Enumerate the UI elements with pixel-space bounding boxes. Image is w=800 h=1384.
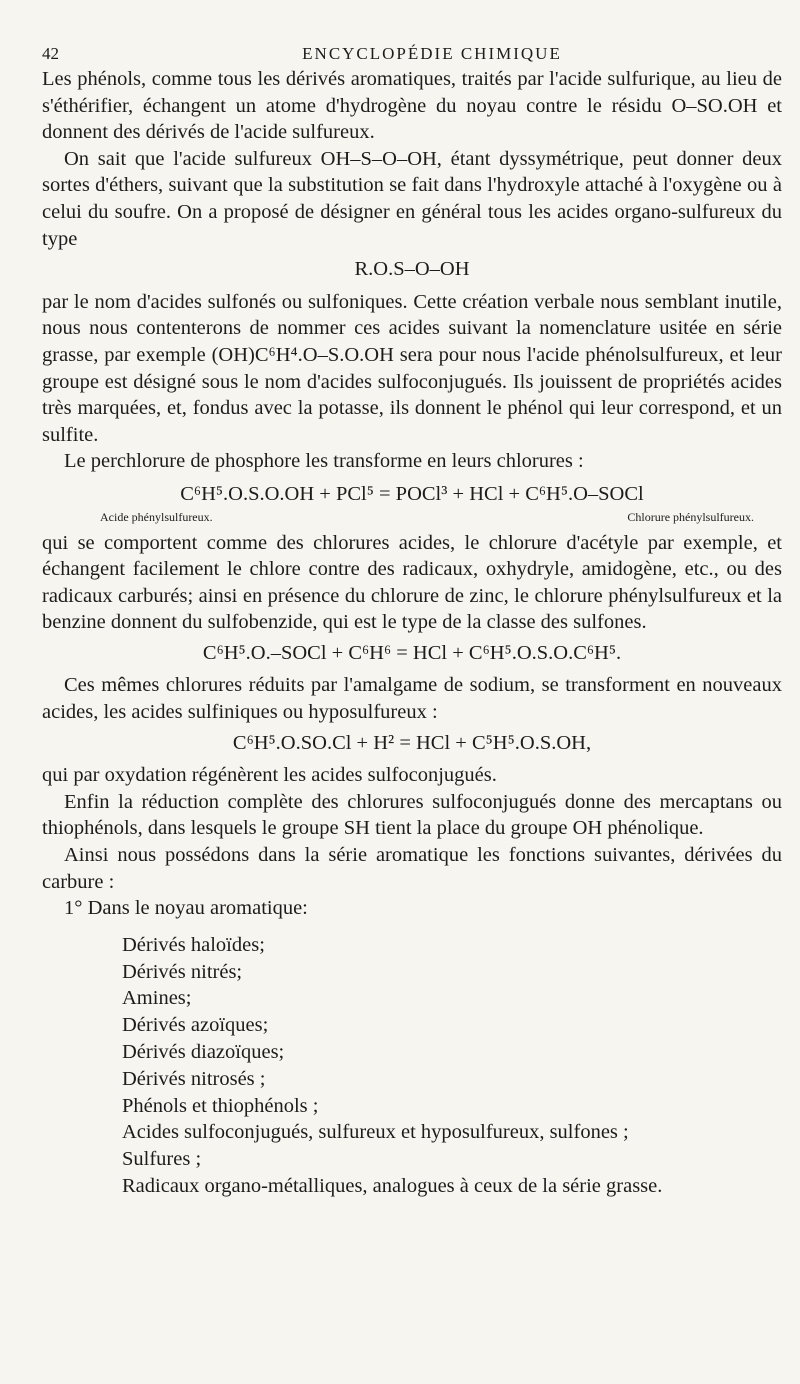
formula-perchlorure: C⁶H⁵.O.S.O.OH + PCl⁵ = POCl³ + HCl + C⁶H⁵.O–SOCl [180, 482, 644, 505]
list-item: Acides sulfoconjugués, sulfureux et hyposulfureux, sulfones ; [122, 1121, 629, 1144]
paragraph-2: On sait que l'acide sulfureux OH–S–O–OH, étant dyssymétrique, peut donner deux sortes d'éthers, suivant que la substitution se fait dans l'hydroxyle attaché à l'oxygène ou à celui du soufre. On a proposé de désigner en général tous les acides organo-sulfureux du type [42, 147, 782, 250]
list-item: Dérivés azoïques; [122, 1014, 269, 1037]
formula-type: R.O.S–O–OH [354, 258, 470, 281]
running-title: ENCYCLOPÉDIE CHIMIQUE [302, 44, 562, 63]
list-item: Phénols et thiophénols ; [122, 1094, 319, 1117]
caption-left: Acide phénylsulfureux. [100, 509, 213, 524]
page-number: 42 [42, 44, 59, 63]
paragraph-9: Ainsi nous possédons dans la série aromatique les fonctions suivantes, dérivées du carbure : [42, 844, 782, 893]
paragraph-5: qui se comportent comme des chlorures acides, le chlorure d'acétyle par exemple, et échangent facilement le chlore contre des radicaux, oxhydryle, amidogène, etc., ou des radicaux carburés; ainsi en présence du chlorure de zinc, le chlorure phénylsulfureux et la benzine donnent du sulfobenzide, qui est le type de la classe des sulfones. [42, 531, 782, 634]
paragraph-6: Ces mêmes chlorures réduits par l'amalgame de sodium, se transforment en nouveaux acides, les acides sulfiniques ou hyposulfureux : [42, 674, 782, 724]
formula-hyposulfureux: C⁶H⁵.O.SO.Cl + H² = HCl + C⁵H⁵.O.S.OH, [232, 731, 592, 754]
formula-captions [42, 510, 782, 524]
list-item: Dérivés nitrés; [122, 960, 243, 983]
list-item: Dérivés haloïdes; [122, 933, 265, 956]
function-list [122, 932, 782, 1200]
paragraph-1: Les phénols, comme tous les dérivés aromatiques, traités par l'acide sulfurique, au lieu de s'éthérifier, échangent un atome d'hydrogène du noyau contre le résidu O–SO.OH et donnent des dérivés de l'acide sulfureux. [42, 68, 782, 144]
list-item: Radicaux organo-métalliques, analogues à ceux de la série grasse. [122, 1174, 663, 1197]
list-item: Amines; [122, 987, 192, 1010]
paragraph-7: qui par oxydation régénèrent les acides sulfoconjugués. [42, 764, 497, 787]
paragraph-3: par le nom d'acides sulfonés ou sulfoniques. Cette création verbale nous semblant inutile, nous nous contenterons de nommer ces acides suivant la nomenclature usitée en série grasse, par exemple (OH)C⁶H⁴.O–S.O.OH sera pour nous l'acide phénolsulfureux, et leur groupe est désigné sous le nom d'acides sulfoconjugués. Ils jouissent de propriétés acides très marquées, et, fondus avec la potasse, ils donnent le phénol qui leur correspond, et un sulfite. [42, 290, 782, 446]
list-item: Dérivés diazoïques; [122, 1041, 285, 1063]
text-body [42, 66, 782, 1200]
list-item: Dérivés nitrosés ; [122, 1067, 266, 1090]
paragraph-10: 1° Dans le noyau aromatique: [64, 897, 308, 920]
caption-right: Chlorure phénylsulfureux. [627, 509, 754, 524]
list-item: Sulfures ; [122, 1148, 202, 1171]
paragraph-8: Enfin la réduction complète des chlorures sulfoconjugués donne des mercaptans ou thiophénols, dans lesquels le groupe SH tient la place du groupe OH phénolique. [42, 790, 782, 840]
paragraph-4: Le perchlorure de phosphore les transforme en leurs chlorures : [64, 450, 584, 473]
formula-sulfobenzide: C⁶H⁵.O.–SOCl + C⁶H⁶ = HCl + C⁶H⁵.O.S.O.C⁶H⁵. [202, 641, 622, 664]
running-head [42, 40, 782, 66]
